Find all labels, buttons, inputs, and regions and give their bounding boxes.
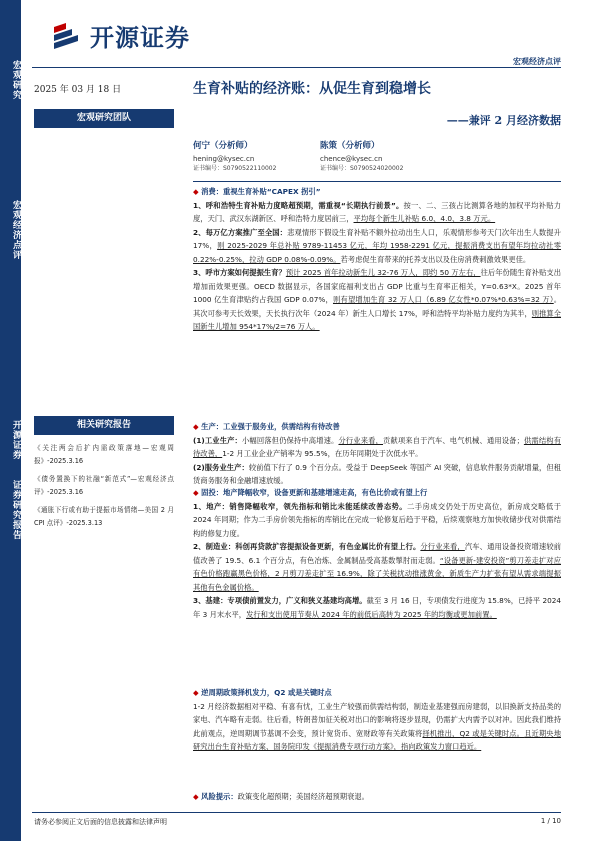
section-production xyxy=(193,420,561,488)
bullet-icon: ◆ xyxy=(193,688,202,697)
brand-name: 开源证券 xyxy=(90,24,190,52)
bullet-icon: ◆ xyxy=(193,187,202,196)
analyst-email[interactable]: chence@kysec.cn xyxy=(320,154,383,163)
related-reports-list xyxy=(34,442,174,535)
report-date: 2025 年 03 月 18 日 xyxy=(34,85,122,95)
related-report-link[interactable]: 《关注两会后扩内需政策落地—宏观周报》-2025.3.16 xyxy=(34,444,174,465)
paragraph: 3、呼市方案如何提振生育？预计 2025 首年拉动新生儿 32-76 万人，即约 50 万左右，往后年份随生育补贴支出增加而效果更强。OECD 数据显示，各国家庭福利支出占 GDP 比重与生育率正相关，Y=0.63*X。2025 首年 1000 亿生育津贴约占我国 GDP 0.07%，则有望增加生育 32 万人口（6.89 亿女性*0.07%*0.63%=32 万）。其次可参考天长效果，天长执行次年（2024 年）新生人口增长 17%，呼和浩特平均补贴力度约为其半，则推算全国新生儿增加 954*17%/2=76 万人。 xyxy=(193,268,562,331)
section-risk xyxy=(193,790,561,804)
related-report-link[interactable]: 《债务置换下的社融“新范式”—宏观经济点评》-2025.3.16 xyxy=(34,475,174,496)
section-heading: ◆ 逆周期政策择机发力，Q2 或是关键时点 xyxy=(193,688,332,697)
related-report-link[interactable]: 《通胀下行或有助于提振市场情绪—美国 2 月 CPI 点评》-2025.3.13 xyxy=(34,506,174,527)
page-subtitle: ——兼评 2 月经济数据 xyxy=(446,114,561,127)
sidebar-label-report: 证券研究报告 xyxy=(11,480,21,540)
sidebar-label-broker: 开源证券 xyxy=(11,420,21,460)
paragraph: 2、每万亿方案推广至全国：悲观情形下假设生育补贴不额外拉动出生人口，乐观情形参考天门次年出生人数提升 17%，则 2025-2029 年总补贴 9789-11453 亿元，年均 1958-2291 亿元，提振消费支出有望年均拉动社零 0.22%-0.25%，拉动 GDP 0.08%-0.09%。若考虑促生育带来的托养支出以及住房消费刺激效果更佳。 xyxy=(193,227,562,264)
header-divider xyxy=(32,67,561,68)
analyst-email[interactable]: hening@kysec.cn xyxy=(193,154,255,163)
related-reports-heading: 相关研究报告 xyxy=(34,416,174,435)
risk-line: ◆ 风险提示：政策变化超预期；美国经济超预期衰退。 xyxy=(193,792,369,801)
brand-logo-icon xyxy=(52,21,82,51)
analyst-card xyxy=(193,142,276,174)
section-policy xyxy=(193,686,561,754)
analyst-divider xyxy=(193,181,561,182)
doc-type-label: 宏观经济点评 xyxy=(513,57,561,66)
footer-divider xyxy=(32,812,561,813)
bullet-icon: ◆ xyxy=(193,792,202,801)
paragraph: 1-2 月经济数据相对平稳、有喜有忧，工业生产较强而供需结构弱，制造业基建强而房建弱，以旧换新支持品类的家电、汽车略有走弱。往后看，特朗普加征关税对出口的影响将逐步显现，仍需扩大内需予以对冲。因此我们维持此前观点，逆周期调节基调不会变，预计宽货币、宽财政等有关政策将择机推出，Q2 或是关键时点。且近期央地研究出台生育补贴方案、国务院印发《提振消费专项行动方案》，指向政策发力窗口趋近。 xyxy=(193,701,561,751)
analyst-cert: 证书编号：S0790522110002 xyxy=(193,165,277,172)
section-consumption xyxy=(193,185,561,334)
page-title: 生育补贴的经济账：从促生育到稳增长 xyxy=(193,81,431,97)
paragraph: 1、地产：销售降幅收窄，领先指标和销比未能延续改善态势。二手房成交仍处于历史高位，新房成交略低于 2024 年同期；作为二手房价领先指标的库销比在完成一轮修复后趋于平稳，后续观察地方加快收储步伐对供需结构的修复力度。 xyxy=(193,501,562,538)
paragraph: 1、呼和浩特生育补贴力度略超预期，需重视“长期执行前景”。按一、二、三孩占比测算各地的加权平均补贴力度，天门、武汉东湖新区、呼和浩特力度居前三，平均每个新生儿补贴 6.0、4.0、3.8 万元。 xyxy=(193,200,561,223)
brand-logo xyxy=(52,18,190,53)
analyst-name: 何宁（分析师） xyxy=(193,141,253,151)
section-heading: ◆ 生产：工业强于服务业，供需结构有待改善 xyxy=(193,422,340,431)
analyst-card xyxy=(320,142,403,174)
paragraph: 3、基建：专项债前置发力，广义和狭义基建均高增。截至 3 月 16 日，专项债发行进度为 15.8%，已持平 2024 年 3 月末水平，发行和支出使用节奏从 2024 年的前低后高转为 2025 年的均衡或更加前置。 xyxy=(193,596,562,619)
section-heading: ◆ 消费：重视生育补贴“CAPEX 拐引” xyxy=(193,187,321,196)
paragraph: (2)服务业生产：较前值下行了 0.9 个百分点。受益于 DeepSeek 等国产 AI 突破，信息软件服务贡献增量，但租赁商务服务和金融增速放缓。 xyxy=(193,462,562,485)
sidebar xyxy=(0,0,21,841)
bullet-icon: ◆ xyxy=(193,422,202,431)
team-label: 宏观研究团队 xyxy=(34,109,174,128)
section-investment xyxy=(193,486,561,621)
section-heading: ◆ 风险提示： xyxy=(193,792,238,801)
sidebar-label-macro: 宏观研究 xyxy=(11,60,21,100)
bullet-icon: ◆ xyxy=(193,488,202,497)
page-number: 1 / 10 xyxy=(540,817,561,825)
paragraph: 2、制造业：科创再贷款扩容提振设备更新，有色金属比价有望上行。分行业来看，汽车、通用设备投资增速较前值改善了 19.5、6.1 个百分点，有色冶炼、金属制品受高基数掣肘而走弱。“设备更新-建安投资”剪刀差走扩对应有色价格跑赢黑色价格，2 月剪刀差走扩至 16.9%，除了关税扰动推涨黄金，新质生产力扩张有望从需求端提振其他有色金属价格。 xyxy=(193,542,562,592)
section-heading: ◆ 固投：地产降幅收窄，设备更新和基建增速走高，有色比价或有望上行 xyxy=(193,488,428,497)
paragraph: (1)工业生产：小幅回落但仍保持中高增速。分行业来看，贡献项来自于汽车、电气机械、通用设备；供需结构有待改善，1-2 月工业企业产销率为 95.5%，在历年同期处于次低水平。 xyxy=(193,435,561,458)
sidebar-label-review: 宏观经济点评 xyxy=(11,200,21,260)
analyst-cert: 证书编号：S0790524020002 xyxy=(320,165,404,172)
analyst-name: 陈策（分析师） xyxy=(320,141,380,151)
footer-disclaimer: 请务必参阅正文后面的信息披露和法律声明 xyxy=(34,818,167,826)
